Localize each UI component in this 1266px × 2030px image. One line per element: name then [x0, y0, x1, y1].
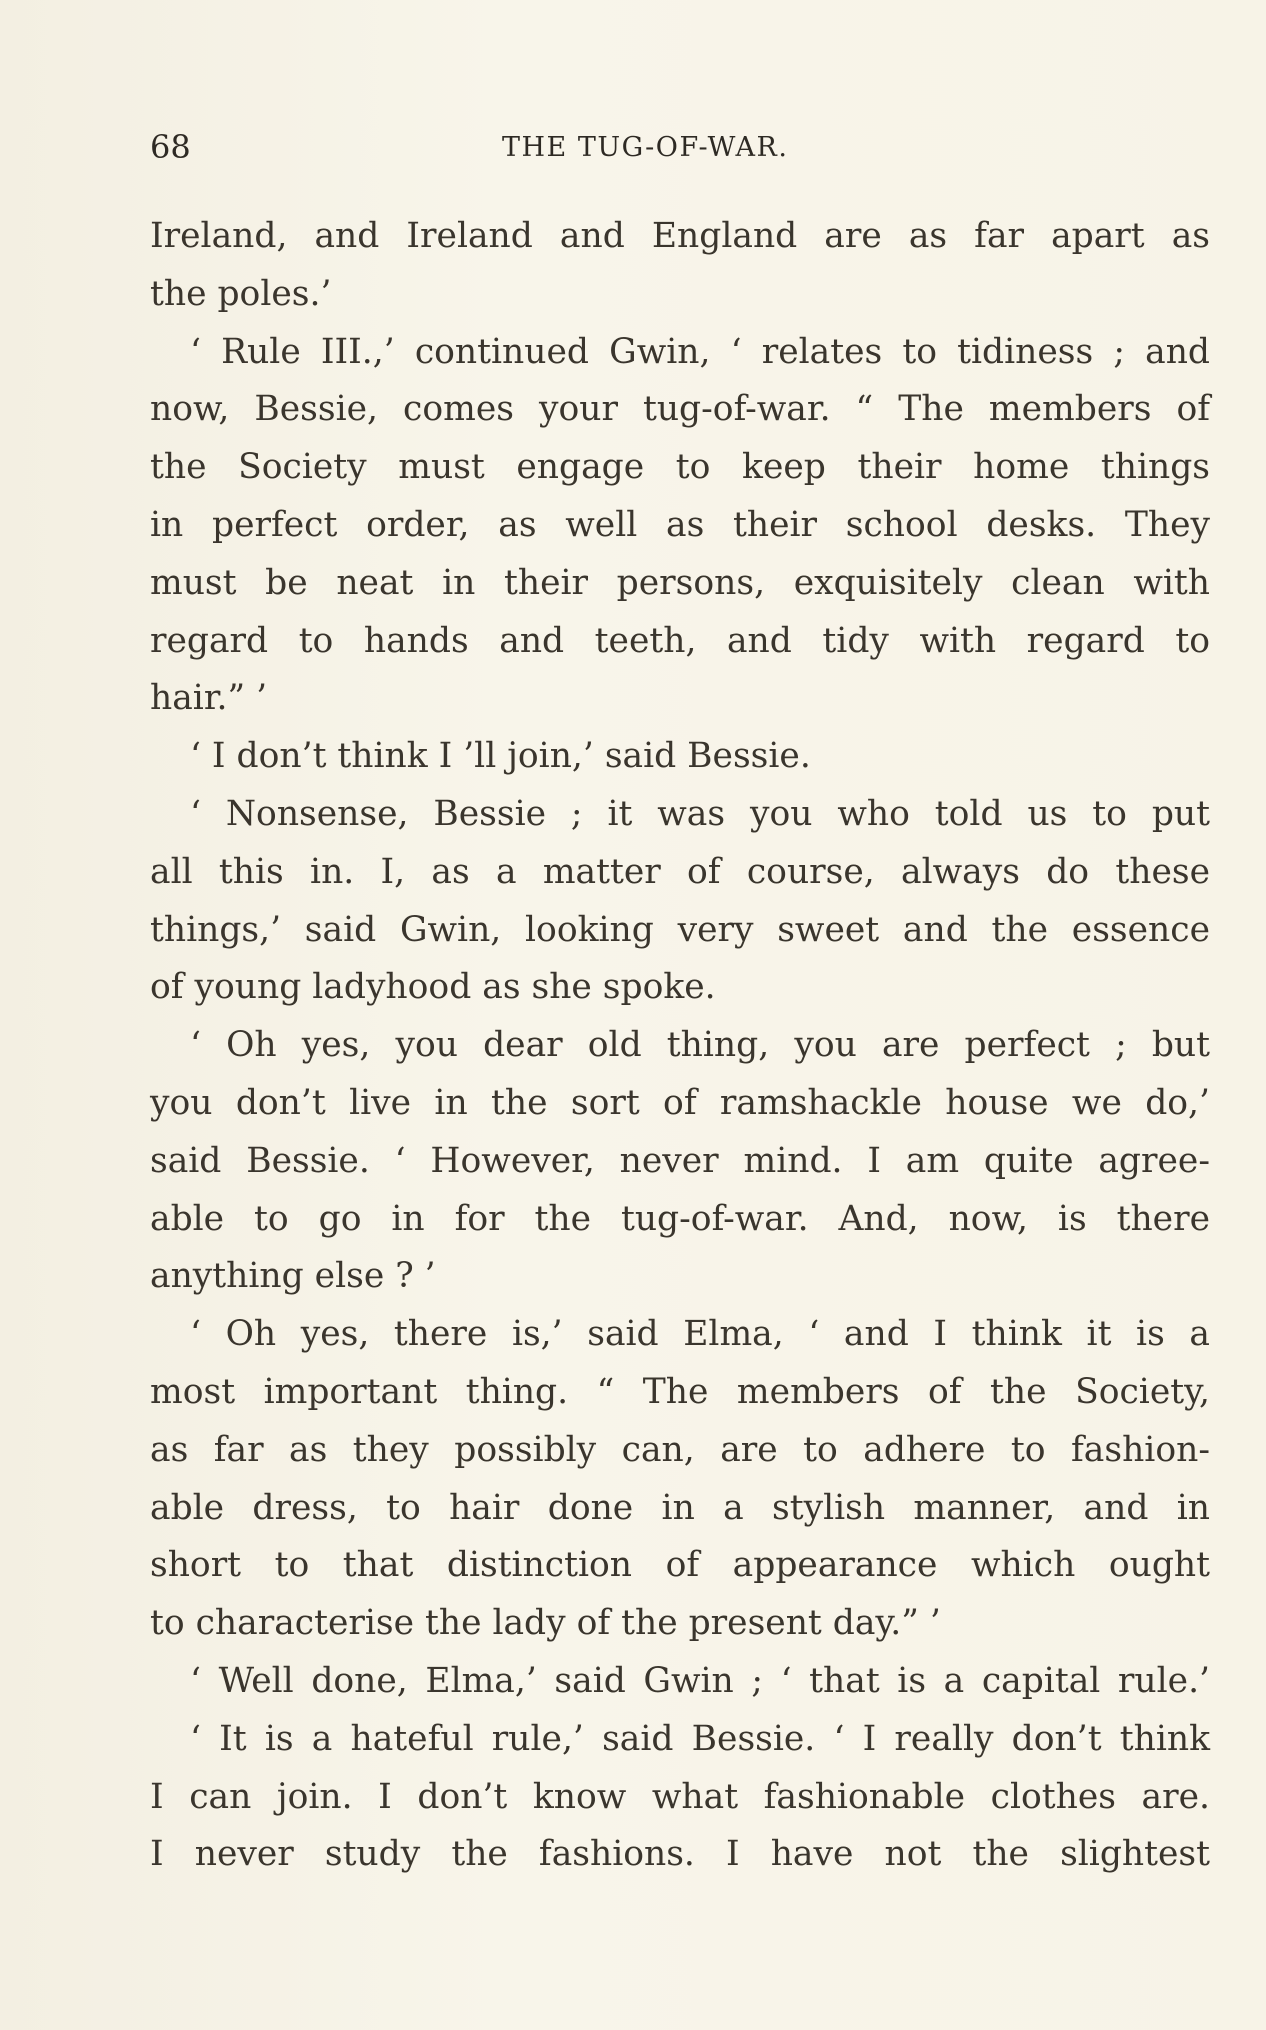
text-line: said Bessie. ‘ However, never mind. I am quite agree-: [150, 1140, 1210, 1181]
text-line: the Society must engage to keep their home things: [150, 447, 1210, 488]
text-line: ‘ Nonsense, Bessie ; it was you who told us to put: [190, 793, 1210, 834]
page-number: 68: [150, 128, 191, 166]
running-head: [150, 128, 1210, 178]
text-line: most important thing. “ The members of the Society,: [150, 1371, 1210, 1412]
text-line: ‘ Oh yes, you dear old thing, you are perfect ; but: [190, 1025, 1210, 1066]
text-line: I can join. I don’t know what fashionable clothes are.: [150, 1776, 1210, 1817]
text-line: I never study the fashions. I have not the slightest: [150, 1834, 1210, 1875]
text-line: regard to hands and teeth, and tidy with regard to: [150, 620, 1210, 661]
body-text: [150, 208, 1210, 1884]
text-line: ‘ It is a hateful rule,’ said Bessie. ‘ I really don’t think: [190, 1718, 1210, 1759]
running-title: THE TUG-OF-WAR.: [502, 132, 789, 163]
text-line: in perfect order, as well as their school desks. They: [150, 504, 1210, 545]
text-line: all this in. I, as a matter of course, always do these: [150, 851, 1210, 892]
text-line: things,’ said Gwin, looking very sweet and the essence: [150, 909, 1210, 950]
text-line: must be neat in their persons, exquisitely clean with: [150, 562, 1210, 603]
text-line: ‘ Well done, Elma,’ said Gwin ; ‘ that is a capital rule.’: [190, 1660, 1210, 1701]
text-line: ‘ Rule III.,’ continued Gwin, ‘ relates to tidiness ; and: [190, 331, 1210, 372]
text-line: of young ladyhood as she spoke.: [150, 967, 716, 1008]
text-line: anything else ? ’: [150, 1256, 436, 1297]
text-line: ‘ Oh yes, there is,’ said Elma, ‘ and I think it is a: [190, 1314, 1210, 1355]
text-line: Ireland, and Ireland and England are as far apart as: [150, 216, 1210, 256]
text-line: you don’t live in the sort of ramshackle house we do,’: [150, 1082, 1210, 1123]
text-line: to characterise the lady of the present day.” ’: [150, 1603, 941, 1644]
text-line: able to go in for the tug-of-war. And, now, is there: [150, 1198, 1210, 1239]
text-line: hair.” ’: [150, 678, 268, 719]
text-line: as far as they possibly can, are to adhere to fashion-: [150, 1429, 1210, 1470]
text-line: now, Bessie, comes your tug-of-war. “ The members of: [150, 389, 1210, 430]
text-line: able dress, to hair done in a stylish manner, and in: [150, 1487, 1210, 1528]
text-line: ‘ I don’t think I ’ll join,’ said Bessie.: [190, 736, 811, 777]
text-line: the poles.’: [150, 273, 332, 314]
text-line: short to that distinction of appearance which ought: [150, 1545, 1210, 1586]
